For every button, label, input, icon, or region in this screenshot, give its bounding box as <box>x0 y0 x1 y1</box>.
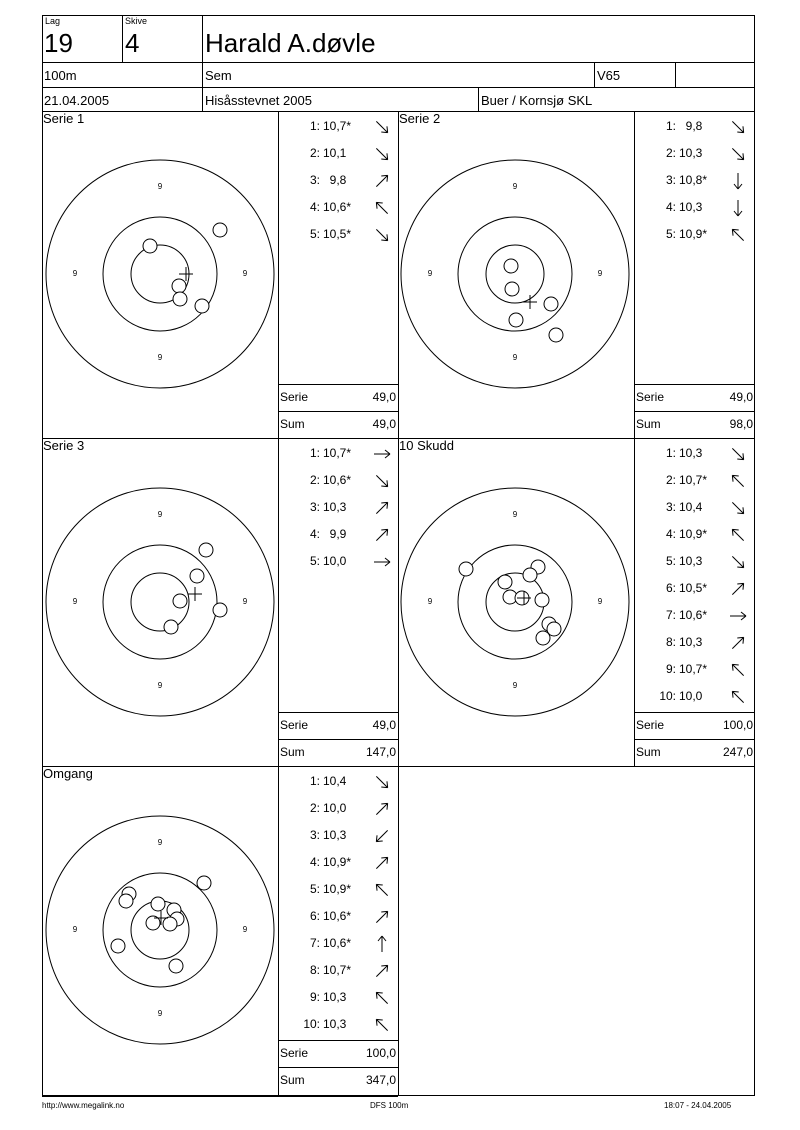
shot-row <box>640 494 752 521</box>
shot-number: 6: <box>665 581 676 595</box>
direction-arrow-icon <box>372 144 392 164</box>
shot-row <box>640 548 752 575</box>
shot-score: 10,3 <box>679 635 703 649</box>
ring-label: 9 <box>512 182 518 191</box>
ring-label: 9 <box>512 681 518 690</box>
direction-arrow-icon <box>372 826 392 846</box>
shot-score: 10,5* <box>323 227 352 241</box>
row-divider <box>42 766 398 767</box>
shot-number: 1: <box>665 446 676 460</box>
shot-row <box>640 221 752 248</box>
serie-total-value: 100,0 <box>365 1046 396 1060</box>
shot-number: 2: <box>309 146 320 160</box>
shot-row <box>284 521 396 548</box>
shot-score: 10,9* <box>679 227 708 241</box>
panel-title: Serie 2 <box>399 111 441 126</box>
column-divider <box>634 438 635 766</box>
header-divider-1 <box>42 62 755 63</box>
direction-arrow-icon <box>372 225 392 245</box>
serie-total-value: 49,0 <box>729 390 753 404</box>
shot-row <box>640 521 752 548</box>
shot-row <box>284 467 396 494</box>
shot-row <box>284 194 396 221</box>
shot-row <box>284 494 396 521</box>
shot-row <box>284 1011 396 1038</box>
direction-arrow-icon <box>372 772 392 792</box>
serie-total-label: Serie <box>636 718 665 732</box>
shot-number: 8: <box>665 635 676 649</box>
total-divider <box>634 739 755 740</box>
total-divider <box>634 384 755 385</box>
footer-url: http://www.megalink.no <box>42 1101 125 1110</box>
shot-number: 7: <box>309 936 320 950</box>
shot-number: 1: <box>665 119 676 133</box>
shot-score: 10,3 <box>323 828 347 842</box>
shot-row <box>640 575 752 602</box>
shot-score: 10,8* <box>679 173 708 187</box>
shot-score: 10,3 <box>679 200 703 214</box>
shooter-name: Harald A.døvle <box>205 28 376 58</box>
shot-score: 10,0 <box>679 689 703 703</box>
shot-score: 10,0 <box>323 554 347 568</box>
ring-label: 9 <box>427 597 433 606</box>
shot-number: 4: <box>309 200 320 214</box>
lag-label: Lag <box>45 16 61 26</box>
total-divider <box>634 411 755 412</box>
shot-row <box>640 140 752 167</box>
shot-row <box>284 768 396 795</box>
shot-number: 4: <box>665 200 676 214</box>
header-divider-2 <box>42 87 755 88</box>
lag-value: 19 <box>44 28 73 58</box>
shot-score: 10,7* <box>323 963 352 977</box>
shot-score: 10,3 <box>679 446 703 460</box>
panel-divider <box>398 438 399 766</box>
direction-arrow-icon <box>728 117 748 137</box>
direction-arrow-icon <box>728 198 748 218</box>
shot-score: 10,3 <box>679 554 703 568</box>
row-divider <box>42 438 398 439</box>
footer-center: DFS 100m <box>370 1101 409 1110</box>
direction-arrow-icon <box>728 660 748 680</box>
direction-arrow-icon <box>372 907 392 927</box>
shot-score: 10,3 <box>323 1017 347 1031</box>
shot-score: 10,7* <box>679 473 708 487</box>
shot-number: 3: <box>309 828 320 842</box>
ring-label: 9 <box>242 925 248 934</box>
running-sum-value: 49,0 <box>372 417 396 431</box>
direction-arrow-icon <box>728 579 748 599</box>
range-name: Buer / Kornsjø SKL <box>481 93 593 108</box>
shot-number: 5: <box>309 554 320 568</box>
shot-score: 10,6* <box>323 473 352 487</box>
shot-score: 10,7* <box>323 446 352 460</box>
shot-number: 4: <box>309 527 320 541</box>
shot-row <box>640 656 752 683</box>
running-sum-label: Sum <box>280 745 305 759</box>
date: 21.04.2005 <box>44 93 110 108</box>
header-vline-class2 <box>675 62 676 87</box>
shot-number: 7: <box>665 608 676 622</box>
serie-total-value: 100,0 <box>722 718 753 732</box>
shot-number: 5: <box>665 554 676 568</box>
shot-number: 10: <box>303 1017 320 1031</box>
shot-number: 3: <box>309 500 320 514</box>
panel-title: 10 Skudd <box>399 438 454 453</box>
shot-score: 10,7* <box>679 662 708 676</box>
header-vline-range <box>478 87 479 112</box>
ring-label: 9 <box>512 510 518 519</box>
shot-score: 9,9 <box>323 527 347 541</box>
total-divider <box>278 1040 398 1041</box>
shot-number: 6: <box>309 909 320 923</box>
ring-label: 9 <box>157 681 163 690</box>
direction-arrow-icon <box>372 444 392 464</box>
running-sum-value: 147,0 <box>365 745 396 759</box>
direction-arrow-icon <box>728 633 748 653</box>
direction-arrow-icon <box>728 225 748 245</box>
shot-score: 10,9* <box>323 882 352 896</box>
serie-total-label: Serie <box>280 1046 309 1060</box>
ring-label: 9 <box>157 838 163 847</box>
direction-arrow-icon <box>728 444 748 464</box>
shot-number: 5: <box>665 227 676 241</box>
total-divider <box>278 1067 398 1068</box>
direction-arrow-icon <box>372 799 392 819</box>
running-sum-label: Sum <box>636 745 661 759</box>
skive-value: 4 <box>125 28 140 58</box>
shot-number: 2: <box>665 473 676 487</box>
shot-row <box>284 548 396 575</box>
shot-number: 3: <box>665 173 676 187</box>
running-sum-label: Sum <box>280 417 305 431</box>
direction-arrow-icon <box>728 471 748 491</box>
ring-label: 9 <box>157 1009 163 1018</box>
shot-number: 2: <box>665 146 676 160</box>
shot-score: 9,8 <box>323 173 347 187</box>
shot-number: 9: <box>665 662 676 676</box>
direction-arrow-icon <box>372 934 392 954</box>
ring-label: 9 <box>242 597 248 606</box>
ring-label: 9 <box>72 597 78 606</box>
shot-row <box>640 467 752 494</box>
shot-number: 4: <box>309 855 320 869</box>
column-divider <box>634 111 635 438</box>
shooter-class: V65 <box>597 68 621 83</box>
total-divider <box>278 712 398 713</box>
shot-row <box>284 876 396 903</box>
total-divider <box>278 739 398 740</box>
shot-score: 10,9* <box>679 527 708 541</box>
column-divider <box>278 766 279 1096</box>
shot-score: 10,6* <box>323 200 352 214</box>
direction-arrow-icon <box>372 498 392 518</box>
shot-row <box>284 795 396 822</box>
shot-score: 10,7* <box>323 119 352 133</box>
direction-arrow-icon <box>372 853 392 873</box>
running-sum-label: Sum <box>636 417 661 431</box>
shot-row <box>284 822 396 849</box>
row-divider <box>398 766 755 767</box>
serie-total-value: 49,0 <box>372 718 396 732</box>
direction-arrow-icon <box>728 606 748 626</box>
shot-score: 10,3 <box>679 146 703 160</box>
panel-title: Omgang <box>43 766 93 781</box>
ring-label: 9 <box>157 353 163 362</box>
shot-score: 10,4 <box>323 774 347 788</box>
shot-row <box>640 629 752 656</box>
panel-title: Serie 1 <box>43 111 85 126</box>
ring-label: 9 <box>597 597 603 606</box>
panel-divider <box>398 766 399 1096</box>
direction-arrow-icon <box>728 687 748 707</box>
direction-arrow-icon <box>372 1015 392 1035</box>
direction-arrow-icon <box>728 552 748 572</box>
direction-arrow-icon <box>372 961 392 981</box>
running-sum-value: 247,0 <box>722 745 753 759</box>
shot-number: 1: <box>309 446 320 460</box>
panel-divider <box>398 111 399 438</box>
direction-arrow-icon <box>372 198 392 218</box>
direction-arrow-icon <box>372 552 392 572</box>
ring-label: 9 <box>72 925 78 934</box>
shot-row <box>284 113 396 140</box>
ring-label: 9 <box>157 182 163 191</box>
shot-number: 10: <box>659 689 676 703</box>
event-name: Hisåsstevnet 2005 <box>205 93 312 108</box>
header-vline-class <box>594 62 595 87</box>
column-divider <box>278 438 279 766</box>
shot-row <box>640 194 752 221</box>
shot-row <box>284 440 396 467</box>
ring-label: 9 <box>157 510 163 519</box>
shot-row <box>640 602 752 629</box>
shot-number: 2: <box>309 473 320 487</box>
header-vline-lag <box>122 15 123 62</box>
direction-arrow-icon <box>728 171 748 191</box>
shot-row <box>640 683 752 710</box>
shot-score: 10,3 <box>323 990 347 1004</box>
shot-row <box>284 984 396 1011</box>
shot-number: 1: <box>309 119 320 133</box>
shot-row <box>284 930 396 957</box>
shot-number: 8: <box>309 963 320 977</box>
direction-arrow-icon <box>372 880 392 900</box>
shot-score: 10,5* <box>679 581 708 595</box>
ring-label: 9 <box>427 269 433 278</box>
serie-total-label: Serie <box>636 390 665 404</box>
direction-arrow-icon <box>372 471 392 491</box>
shot-row <box>284 221 396 248</box>
running-sum-label: Sum <box>280 1073 305 1087</box>
club-short: Sem <box>205 68 232 83</box>
panel-title: Serie 3 <box>43 438 85 453</box>
shot-row <box>640 113 752 140</box>
running-sum-value: 98,0 <box>729 417 753 431</box>
shot-row <box>284 140 396 167</box>
shot-number: 3: <box>665 500 676 514</box>
shot-row <box>640 167 752 194</box>
total-divider <box>634 712 755 713</box>
shot-score: 10,6* <box>323 909 352 923</box>
serie-total-label: Serie <box>280 718 309 732</box>
serie-total-label: Serie <box>280 390 309 404</box>
column-divider <box>278 111 279 438</box>
shot-score: 10,3 <box>323 500 347 514</box>
shot-row <box>640 440 752 467</box>
shot-score: 9,8 <box>679 119 703 133</box>
shot-score: 10,0 <box>323 801 347 815</box>
shot-number: 5: <box>309 882 320 896</box>
shot-number: 2: <box>309 801 320 815</box>
ring-label: 9 <box>242 269 248 278</box>
shot-score: 10,1 <box>323 146 347 160</box>
running-sum-value: 347,0 <box>365 1073 396 1087</box>
shot-number: 5: <box>309 227 320 241</box>
direction-arrow-icon <box>728 498 748 518</box>
shot-number: 4: <box>665 527 676 541</box>
serie-total-value: 49,0 <box>372 390 396 404</box>
header-vline-name <box>202 15 203 112</box>
shot-score: 10,4 <box>679 500 703 514</box>
shot-score: 10,9* <box>323 855 352 869</box>
shot-number: 9: <box>309 990 320 1004</box>
skive-label: Skive <box>125 16 148 26</box>
shot-score: 10,6* <box>679 608 708 622</box>
footer-timestamp: 18:07 - 24.04.2005 <box>664 1101 732 1110</box>
ring-label: 9 <box>72 269 78 278</box>
shot-row <box>284 957 396 984</box>
direction-arrow-icon <box>372 525 392 545</box>
header-box <box>42 15 755 112</box>
shot-number: 1: <box>309 774 320 788</box>
ring-label: 9 <box>512 353 518 362</box>
direction-arrow-icon <box>372 117 392 137</box>
ring-label: 9 <box>597 269 603 278</box>
direction-arrow-icon <box>728 144 748 164</box>
row-divider <box>42 1096 398 1097</box>
total-divider <box>278 411 398 412</box>
shot-row <box>284 849 396 876</box>
shot-score: 10,6* <box>323 936 352 950</box>
shot-row <box>284 903 396 930</box>
shot-row <box>284 167 396 194</box>
shot-number: 3: <box>309 173 320 187</box>
distance: 100m <box>44 68 77 83</box>
total-divider <box>278 384 398 385</box>
direction-arrow-icon <box>728 525 748 545</box>
direction-arrow-icon <box>372 171 392 191</box>
direction-arrow-icon <box>372 988 392 1008</box>
